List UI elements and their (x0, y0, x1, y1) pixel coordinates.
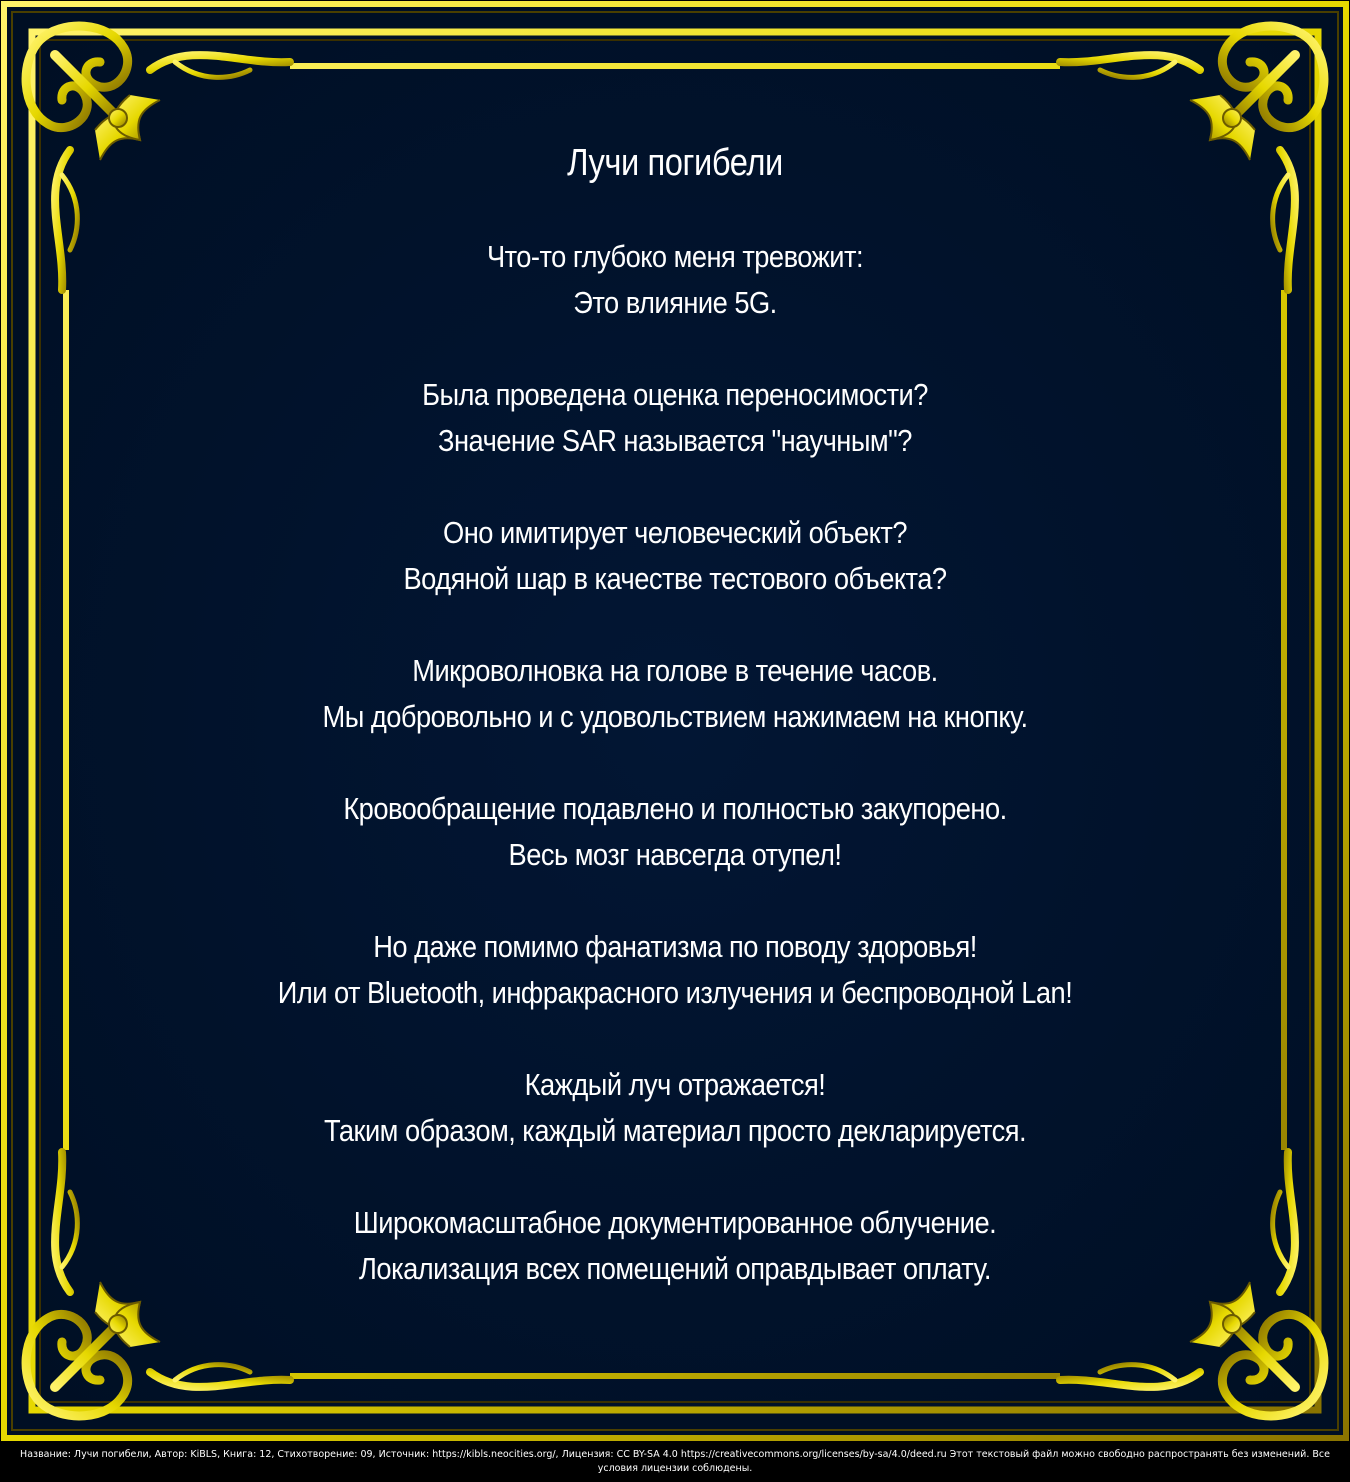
poem-line: Мы добровольно и с удовольствием нажимаем на кнопку. (322, 699, 1028, 734)
poem-line: Микроволновка на голове в течение часов. (412, 653, 938, 688)
poem-line: Или от Bluetooth, инфракрасного излучения и беспроводной Lan! (277, 975, 1073, 1010)
poem-line: Широкомасштабное документированное облучение. (353, 1205, 997, 1240)
license-footer: Название: Лучи погибели, Автор: KiBLS, Книга: 12, Стихотворение: 09, Источник: https://kibls.neocities.org/, Лицензия: CC BY-SA 4.0 https://creativecommons.org/licenses/by-sa/4.0/deed.ru Этот текстовый файл можно свободно распространять без изменений. Все условия лицензии соблюдены. (20, 1449, 1330, 1474)
stanza (150, 510, 1200, 602)
poem-line: Весь мозг навсегда отупел! (508, 837, 842, 872)
poem-line: Водяной шар в качестве тестового объекта? (403, 561, 947, 596)
stanza (150, 924, 1200, 1016)
poem-line: Значение SAR называется "научным"? (438, 423, 912, 458)
poem-line: Но даже помимо фанатизма по поводу здоровья! (373, 929, 977, 964)
poem (150, 132, 1200, 1338)
poem-line: Кровообращение подавлено и полностью закупорено. (343, 791, 1007, 826)
poem-line: Локализация всех помещений оправдывает оплату. (359, 1251, 991, 1286)
stanza (150, 372, 1200, 464)
poem-title: Лучи погибели (567, 142, 783, 184)
poem-line: Это влияние 5G. (573, 285, 777, 320)
stanza (150, 786, 1200, 878)
poem-line: Была проведена оценка переносимости? (422, 377, 928, 412)
poem-line: Каждый луч отражается! (524, 1067, 826, 1102)
poem-line: Оно имитирует человеческий объект? (443, 515, 907, 550)
poem-line: Таким образом, каждый материал просто декларируется. (323, 1113, 1027, 1148)
stanza (150, 1062, 1200, 1154)
poem-line: Что-то глубоко меня тревожит: (486, 239, 864, 274)
stanza (150, 648, 1200, 740)
stanza (150, 234, 1200, 326)
stanza (150, 1200, 1200, 1292)
